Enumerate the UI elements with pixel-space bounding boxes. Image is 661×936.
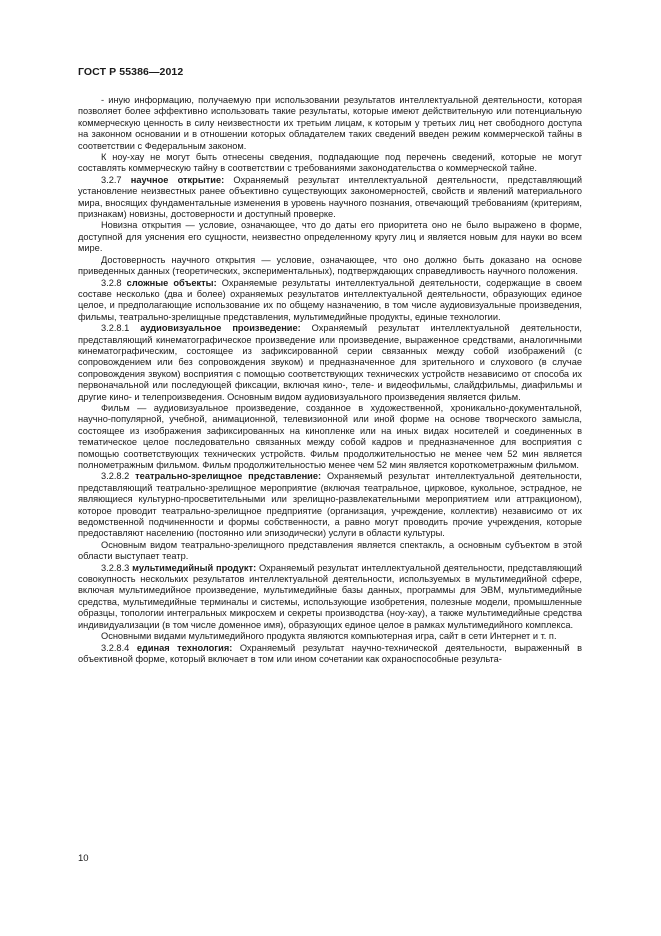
term: мультимедийный продукт:: [132, 562, 257, 573]
definition-audiovisual-work: 3.2.8.1 аудиовизуальное произведение: Охраняемый результат интеллектуальной деятельности, представляющий кинематографическое произведение или произведение, выраженное средствами, аналогичными кинематографическим, состоящее из зафиксированной серии связанных между собой изображений (с сопровождением или без сопровождения звуком) и предназначенное для зрительного и слухового (в случае сопровождения звуком) восприятия с помощью соответствующих технических устройств независимо от способа их первоначальной или последующей фиксации, включая кино-, теле- и видеофильмы, слайдфильмы, диафильмы и другие кино- и телепроизведения. Основным видом аудиовизуального произведения является фильм.: [78, 323, 582, 402]
term: сложные объекты:: [126, 277, 217, 288]
definition-unified-technology: 3.2.8.4 единая технология: Охраняемый результат научно-технической деятельности, выраженный в объективной форме, который включает в том или ином сочетании как охраноспособные результа-: [78, 642, 582, 664]
clause-number: 3.2.8.4: [101, 642, 130, 653]
term: аудиовизуальное произведение:: [140, 323, 301, 334]
clause-number: 3.2.8.2: [101, 471, 130, 482]
paragraph-novelty: Новизна открытия — условие, означающее, что до даты его приоритета оно не было выражено в форме, доступной для уяснения его сущности, неизвестно определенному кругу лиц и является новым для науки во всем мире.: [78, 220, 582, 254]
paragraph-film: Фильм — аудиовизуальное произведение, созданное в художественной, хроникально-документальной, научно-популярной, учебной, анимационной, телевизионной или иной форме на основе творческого замысла, состоящее из изображения зафиксированных на кинопленке или на иных видах носителей и соединенных в тематическое целое последовательно связанных между собой кадров и предназначенное для восприятия с помощью соответствующих технических устройств. Фильм продолжительностью не менее чем 52 мин является полнометражным фильмом. Фильм продолжительностью менее чем 52 мин является короткометражным фильмом.: [78, 402, 582, 470]
clause-number: 3.2.8.3: [101, 562, 130, 573]
term: театрально-зрелищное представление:: [135, 471, 322, 482]
paragraph-multimedia-types: Основными видами мультимедийного продукта являются компьютерная игра, сайт в сети Интернет и т. п.: [101, 631, 557, 642]
paragraph-theatre: Основным видом театрально-зрелищного представления является спектакль, а основным субъектом в этой области выступает театр.: [78, 539, 582, 562]
paragraph-know-how-info: - иную информацию, получаемую при использовании результатов интеллектуальной деятельности, которая позволяет более эффективно использовать такие результаты, которые имеют действительную или потенциальную коммерческую ценность в силу неизвестности их третьим лицам, к которым у третьих лиц нет свободного доступа на законном основании и в отношении которых обладателем таких сведений введен режим коммерческой тайны в соответствии с Федеральным законом.: [78, 95, 582, 151]
clause-number: 3.2.7: [101, 174, 122, 185]
definition-theatrical-performance: 3.2.8.2 театрально-зрелищное представление: Охраняемый результат интеллектуальной деятельности, представляющий театрально-зрелищное мероприятие (включая театральное, цирковое, кукольное, эстрадное, не являющиеся культурно-просветительными или зрелищно-развлекательными мероприятием или аттракционом), которое проводит театрально-зрелищное предприятие (организация, учреждение, коллектив) независимо от их ведомственной подчиненности и формы собственности, а равно могут проводить прочие учреждения, которые предоставляют населению (постоянно или эпизодически) услуги в области культуры.: [78, 471, 582, 539]
definition-complex-objects: 3.2.8 сложные объекты: Охраняемые результаты интеллектуальной деятельности, содержащие в своем составе несколько (два и более) охраняемых результатов интеллектуальной деятельности, образующих единое целое, и предполагающие использование их по общему назначению, в том числе аудиовизуальные произведения, фильмы, театрально-зрелищные представления, мультимедийные продукты, единые технологии.: [78, 277, 582, 322]
definition-scientific-discovery: 3.2.7 научное открытие: Охраняемый результат интеллектуальной деятельности, представляющий установление неизвестных ранее объективно существующих закономерностей, свойств и явлений материального мира, вносящих фундаментальные изменения в уровень научного познания, отвечающий требованиям (критериям, признакам) новизны, достоверности и доступный проверке.: [78, 174, 583, 220]
paragraph-reliability: Достоверность научного открытия — условие, означающее, что оно должно быть доказано на основе приведенных данных (теоретических, экспериментальных), подтверждающих справедливость научного положения.: [78, 254, 582, 277]
page-number: 10: [78, 853, 89, 864]
paragraph-know-how-exclusion: К ноу-хау не могут быть отнесены сведения, подпадающие под перечень сведений, которые не могут составлять коммерческую тайну в соответствии с требованиями законодательства о коммерческой тайне.: [78, 152, 582, 174]
definition-multimedia-product: 3.2.8.3 мультимедийный продукт: Охраняемый результат интеллектуальной деятельности, представляющий совокупность нескольких результатов интеллектуальной деятельности, используемых в мультимедийной сфере, включая мультимедийное произведение, мультимедийные базы данных, программы для ЭВМ, мультимедийные средства, мультимедийные терминалы и системы, использующие изобретения, полезные модели, промышленные образцы, топологии интегральных микросхем и секреты производства (ноу-хау), а также мультимедийные средства индивидуализации (в том числе доменное имя), образующих единое целое в рамках мультимедийного комплекса.: [78, 562, 582, 630]
term: единая технология:: [136, 642, 233, 653]
term: научное открытие:: [130, 174, 225, 185]
clause-number: 3.2.8: [101, 277, 122, 288]
document-body: [78, 95, 582, 665]
standard-header: ГОСТ Р 55386—2012: [78, 66, 184, 78]
clause-number: 3.2.8.1: [101, 323, 130, 334]
